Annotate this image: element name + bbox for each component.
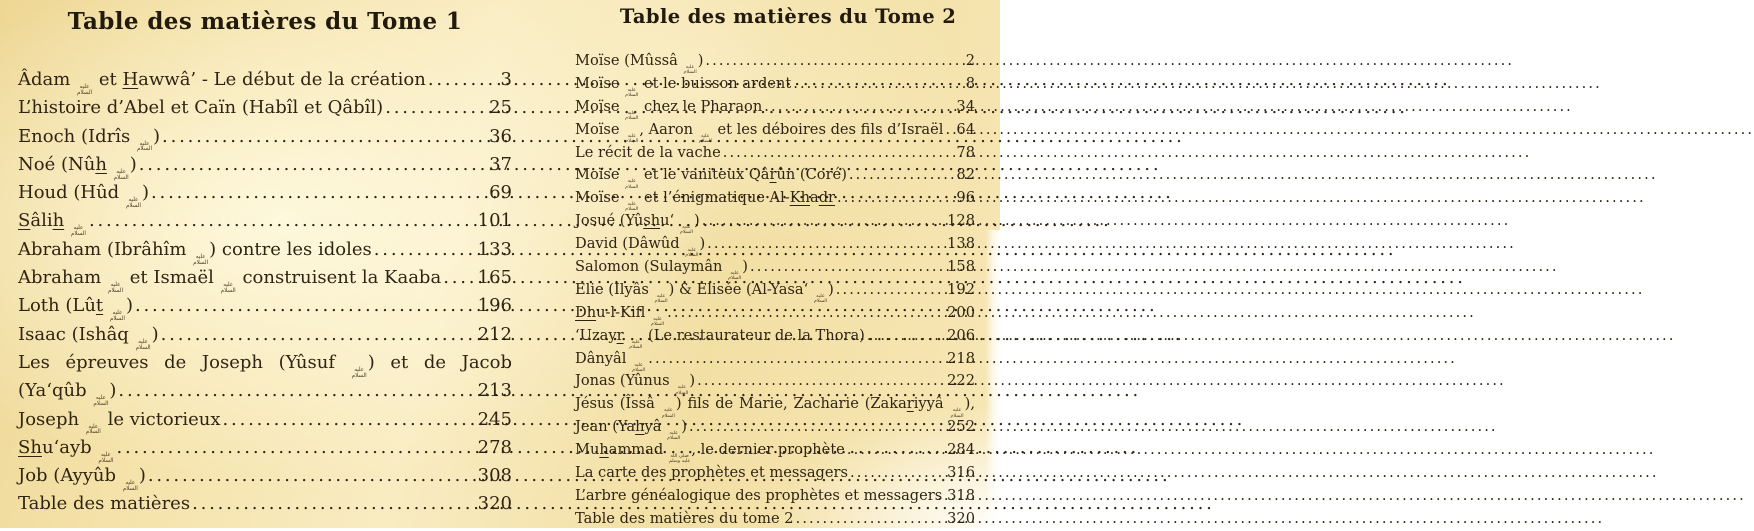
- toc-entry: [575, 485, 975, 508]
- alayhis-salam-icon: عليه السلام: [70, 225, 86, 238]
- toc-entry: [575, 96, 975, 119]
- entry-text: Jésus (Îssâ عليه السلام ) fils de Marie, Zacharie (Zakariyyâ عليه السلام ),: [575, 395, 975, 419]
- dot-leader: [850, 462, 945, 485]
- toc-entry: [18, 94, 512, 122]
- page-number: 222: [947, 372, 975, 390]
- dot-leader: [867, 325, 945, 348]
- entry-text: Elie (Ilyâs عليه السلام ) & Elisée (Al-Yasa‘ عليه السلام ): [575, 280, 834, 305]
- toc-entry: [18, 236, 512, 264]
- toc-entry: [575, 508, 975, 531]
- page-number: 206: [947, 326, 975, 344]
- toc-entry: [18, 151, 512, 179]
- toc-entry: [18, 292, 512, 323]
- saw-icon: صلى الله عليه وسلم: [668, 453, 691, 465]
- page-number: 218: [947, 349, 975, 367]
- dot-leader: [374, 236, 476, 264]
- page-number: 316: [947, 464, 975, 482]
- entry-text: Abraham عليه السلام et Ismaël عليه السلام construisent la Kaaba: [18, 267, 442, 294]
- entry-text: Isaac (Ishâq عليه السلام ): [18, 323, 159, 351]
- page-number: 138: [947, 235, 975, 253]
- toc-entry: [575, 119, 975, 142]
- page-number: 278: [477, 436, 512, 458]
- alayhis-salam-icon: عليه السلام: [193, 253, 209, 266]
- toc-entry: [18, 406, 512, 434]
- toc-entry: [575, 256, 975, 282]
- dot-leader: [223, 406, 476, 434]
- alayhis-salam-icon: عليه السلام: [728, 270, 742, 282]
- toc-entry: [575, 73, 975, 99]
- toc-entry: [575, 142, 975, 165]
- page-number: 308: [477, 465, 512, 487]
- page-number: 37: [489, 153, 512, 175]
- page-number: 69: [489, 182, 512, 204]
- dot-leader: [648, 348, 945, 371]
- alayhis-salam-icon: عليه السلام: [650, 315, 665, 327]
- entry-text: David (Dâwûd عليه السلام ): [575, 235, 706, 259]
- entry-text: Josué (Yûshu‘ عليه السلام ): [575, 212, 700, 236]
- dot-leader: [139, 151, 487, 179]
- page-number: 78: [956, 143, 975, 161]
- tome2-column: [575, 0, 975, 528]
- alayhis-salam-icon: عليه السلام: [98, 451, 114, 464]
- alayhis-salam-icon: عليه السلام: [675, 384, 689, 396]
- dot-leader: [750, 256, 945, 279]
- toc-entry: [575, 279, 975, 305]
- toc-entry: [575, 50, 975, 76]
- toc-entry: [575, 210, 975, 236]
- toc-entry: [18, 490, 512, 518]
- alayhis-salam-icon: عليه السلام: [351, 366, 367, 379]
- page-number: 165: [477, 267, 512, 289]
- entry-text: L’histoire d’Abel et Caïn (Habîl et Qâbîl): [18, 97, 384, 119]
- dot-leader: [849, 164, 955, 187]
- dot-leader: [118, 377, 475, 405]
- alayhis-salam-icon: عليه السلام: [220, 282, 236, 294]
- toc-entry: [18, 434, 512, 462]
- toc-entry: [575, 348, 975, 371]
- alayhis-salam-icon: عليه السلام: [77, 84, 93, 96]
- page-number: 3: [500, 69, 512, 90]
- toc-entry: [575, 325, 975, 348]
- dot-leader: [428, 66, 499, 94]
- toc-entry: [575, 370, 975, 396]
- toc-entry: [575, 462, 975, 485]
- tome2-title: Table des matières du Tome 2: [619, 5, 957, 28]
- entry-text: Shu‘ayb عليه السلام: [18, 436, 114, 464]
- page-number: 320: [477, 493, 512, 515]
- page-number: 82: [956, 166, 975, 184]
- entry-text: Job (Ayyûb عليه السلام ): [18, 465, 146, 493]
- dot-leader: [89, 207, 476, 235]
- alayhis-salam-icon: عليه السلام: [661, 407, 675, 419]
- alayhis-salam-icon: عليه السلام: [109, 310, 125, 323]
- entry-text: Enoch (Idrîs عليه السلام ): [18, 125, 161, 153]
- page-number: 320: [947, 509, 975, 527]
- tome1-title: Table des matières du Tome 1: [67, 8, 463, 35]
- entry-text: Moïse عليه السلام chez le Pharaon: [575, 97, 763, 121]
- alayhis-salam-icon: عليه السلام: [654, 292, 668, 305]
- dot-leader: [707, 233, 945, 256]
- entry-text: Sâlih عليه السلام: [18, 210, 86, 238]
- dot-leader: [192, 490, 476, 518]
- alayhis-salam-icon: عليه السلام: [93, 395, 109, 408]
- page-number: 212: [477, 323, 512, 345]
- entry-text: La carte des prophètes et messagers: [575, 464, 848, 482]
- alayhis-salam-icon: عليه السلام: [679, 224, 694, 236]
- toc-entry: [18, 264, 512, 292]
- dot-leader: [836, 279, 945, 302]
- toc-entry: [18, 179, 512, 210]
- page-number: 36: [489, 125, 512, 147]
- entry-text: Loth (Lût عليه السلام ): [18, 295, 133, 323]
- page-number: 158: [947, 258, 975, 276]
- entry-text: Noé (Nûh عليه السلام ): [18, 153, 137, 181]
- entry-text: Le récit de la vache: [575, 143, 721, 161]
- entry-text: Les épreuves de Joseph (Yûsuf عليه السلام ) et de Jacob: [18, 351, 512, 379]
- entry-text: Moïse عليه السلام et le vaniteux Qârûn (Coré): [575, 166, 847, 190]
- page-number: 8: [965, 74, 975, 92]
- alayhis-salam-icon: عليه السلام: [950, 407, 964, 419]
- dot-leader: [705, 50, 963, 73]
- page-number: 200: [947, 303, 975, 321]
- entry-text: Moïse عليه السلام , Aaron عليه السلام et les déboires des fils d’Israël: [575, 120, 944, 144]
- page-number: 192: [947, 280, 975, 298]
- toc-entry: [575, 164, 975, 190]
- page-number: 213: [477, 380, 512, 402]
- entry-text: Moïse عليه السلام et l’énigmatique Al-Khadr: [575, 189, 836, 213]
- alayhis-salam-icon: عليه السلام: [698, 132, 712, 144]
- entry-text: Moïse (Mûssâ عليه السلام ): [575, 52, 704, 76]
- toc-entry: [18, 66, 512, 94]
- page-number: 196: [477, 295, 512, 317]
- toc-entry: [18, 123, 512, 151]
- entry-text: Moïse عليه السلام et le buisson ardent: [575, 74, 792, 99]
- alayhis-salam-icon: عليه السلام: [125, 197, 141, 210]
- entry-text: Table des matières du tome 2: [575, 509, 794, 527]
- alayhis-salam-icon: عليه السلام: [625, 201, 639, 213]
- entry-text: Muhammad صلى الله عليه وسلم , le dernier prophète: [575, 441, 845, 465]
- alayhis-salam-icon: عليه السلام: [136, 140, 153, 153]
- page-number: 284: [947, 441, 975, 459]
- dot-leader: [689, 416, 945, 439]
- entry-text: Houd (Hûd عليه السلام ): [18, 182, 150, 210]
- page-number: 64: [956, 120, 975, 138]
- entry-text: Abraham (Ibrâhîm عليه السلام ) contre les idoles: [18, 238, 372, 266]
- entry-text: Joseph عليه السلام le victorieux: [18, 408, 221, 436]
- toc-entry: [18, 207, 512, 238]
- dot-leader: [697, 370, 945, 393]
- alayhis-salam-icon: عليه السلام: [667, 430, 681, 442]
- entry-text: Âdam عليه السلام et Hawwâ’ - Le début de la création: [18, 69, 426, 96]
- alayhis-salam-icon: عليه السلام: [122, 480, 138, 493]
- dot-leader: [151, 179, 487, 207]
- page-number: 245: [477, 408, 512, 430]
- toc-entry: [575, 416, 975, 442]
- page-number: 133: [477, 238, 512, 260]
- dot-leader: [847, 439, 945, 462]
- alayhis-salam-icon: عليه السلام: [625, 86, 639, 99]
- dot-leader: [135, 292, 476, 320]
- entry-text: Salomon (Sulaymân عليه السلام ): [575, 258, 748, 282]
- toc-entry: [18, 462, 512, 493]
- tome1-entries: [18, 66, 512, 519]
- alayhis-salam-icon: عليه السلام: [107, 282, 124, 294]
- toc-entry: [575, 233, 975, 259]
- dot-leader: [723, 142, 955, 165]
- alayhis-salam-icon: عليه السلام: [683, 64, 697, 76]
- dot-leader: [937, 485, 945, 508]
- entry-text: L’arbre généalogique des prophètes et messagers: [575, 486, 943, 504]
- dot-leader: [116, 434, 475, 462]
- entry-text: ‘Uzayr عليه السلام (Le restaurateur de la Thora): [575, 326, 865, 350]
- alayhis-salam-icon: عليه السلام: [632, 361, 646, 373]
- entry-text: Dhu-l-Kifl عليه السلام: [575, 303, 665, 327]
- dot-leader: [764, 96, 954, 119]
- toc-entry: [18, 321, 512, 349]
- alayhis-salam-icon: عليه السلام: [625, 178, 639, 190]
- alayhis-salam-icon: عليه السلام: [625, 109, 639, 121]
- alayhis-salam-icon: عليه السلام: [85, 423, 101, 436]
- toc-entry: [575, 187, 975, 213]
- toc-entry: [18, 377, 512, 408]
- alayhis-salam-icon: عليه السلام: [685, 247, 699, 259]
- tome2-entries: [575, 50, 975, 531]
- dot-leader: [945, 119, 954, 142]
- toc-entry: [575, 393, 975, 419]
- page-number: 252: [947, 418, 975, 436]
- alayhis-salam-icon: عليه السلام: [813, 292, 828, 305]
- page-number: 96: [956, 189, 975, 207]
- dot-leader: [443, 264, 475, 292]
- tome1-column: [18, 0, 512, 528]
- dot-leader: [385, 94, 487, 122]
- dot-leader: [837, 187, 954, 210]
- alayhis-salam-icon: عليه السلام: [625, 132, 639, 144]
- entry-text: Jonas (Yûnus عليه السلام ): [575, 372, 696, 396]
- entry-text: Dânyâl عليه السلام: [575, 349, 646, 373]
- dot-leader: [162, 123, 487, 151]
- dot-leader: [796, 508, 946, 531]
- alayhis-salam-icon: عليه السلام: [135, 338, 151, 351]
- dot-leader: [702, 210, 945, 233]
- entry-text: Jean (Yahyâ عليه السلام ): [575, 418, 687, 442]
- page-number: 2: [965, 52, 975, 69]
- toc-entry: [575, 439, 975, 465]
- entry-text: (Ya‘qûb عليه السلام ): [18, 380, 117, 408]
- page-number: 34: [956, 97, 975, 115]
- page-number: 318: [947, 486, 975, 504]
- alayhis-salam-icon: عليه السلام: [113, 168, 129, 181]
- toc-entry: [18, 349, 512, 377]
- page-number: 101: [477, 210, 512, 232]
- dot-leader: [161, 321, 476, 349]
- page-number: 25: [489, 97, 512, 119]
- dot-leader: [148, 462, 476, 490]
- entry-text: Table des matières: [18, 493, 191, 515]
- alayhis-salam-icon: عليه السلام: [629, 338, 643, 350]
- page-number: 128: [947, 212, 975, 230]
- toc-entry: [575, 302, 975, 325]
- dot-leader: [793, 73, 964, 96]
- dot-leader: [667, 302, 945, 325]
